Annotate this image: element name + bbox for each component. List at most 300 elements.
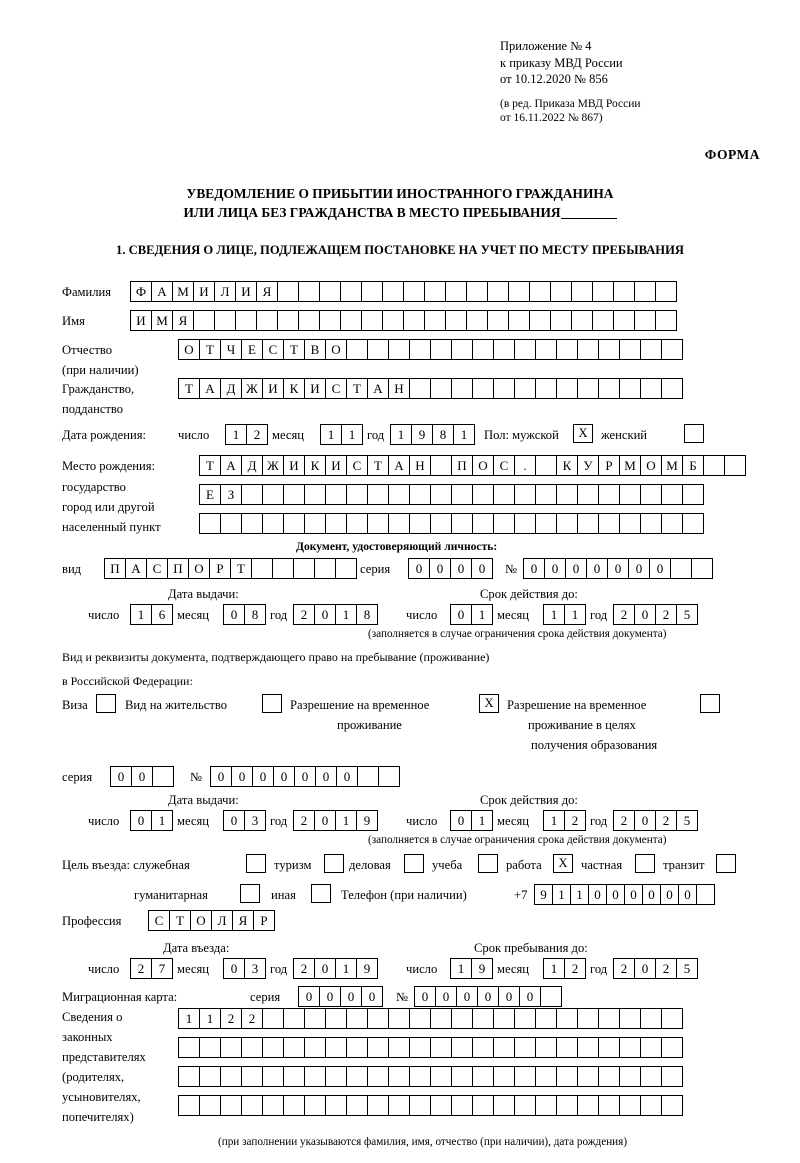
char-cell[interactable]	[314, 558, 336, 579]
char-cell[interactable]	[388, 1066, 410, 1087]
char-cell[interactable]: 1	[543, 604, 565, 625]
char-cell[interactable]	[193, 310, 215, 331]
char-cell[interactable]: И	[325, 455, 347, 476]
char-cell[interactable]	[661, 1066, 683, 1087]
char-cell[interactable]	[661, 513, 683, 534]
char-cell[interactable]: 9	[534, 884, 553, 905]
input-permit-valid-year[interactable]	[613, 810, 697, 831]
char-cell[interactable]: 0	[223, 810, 245, 831]
input-stay-year[interactable]	[613, 958, 697, 979]
char-cell[interactable]	[346, 1008, 368, 1029]
char-cell[interactable]: О	[640, 455, 662, 476]
char-cell[interactable]	[696, 884, 715, 905]
char-cell[interactable]	[262, 513, 284, 534]
char-cell[interactable]	[451, 484, 473, 505]
char-cell[interactable]: Ж	[262, 455, 284, 476]
char-cell[interactable]	[262, 1037, 284, 1058]
char-cell[interactable]	[388, 513, 410, 534]
char-cell[interactable]	[199, 1066, 221, 1087]
char-cell[interactable]	[451, 378, 473, 399]
char-cell[interactable]	[640, 1095, 662, 1116]
char-cell[interactable]	[445, 310, 467, 331]
input-permit-number[interactable]	[210, 766, 399, 787]
char-cell[interactable]: П	[104, 558, 126, 579]
char-cell[interactable]	[409, 339, 431, 360]
char-cell[interactable]	[178, 1095, 200, 1116]
input-entry-month[interactable]	[223, 958, 265, 979]
char-cell[interactable]: 1	[130, 604, 152, 625]
char-cell[interactable]: К	[283, 378, 305, 399]
checkbox-purpose-study[interactable]	[478, 854, 498, 873]
char-cell[interactable]	[256, 310, 278, 331]
char-cell[interactable]: Н	[388, 378, 410, 399]
char-cell[interactable]: 2	[564, 958, 586, 979]
char-cell[interactable]: 1	[471, 604, 493, 625]
char-cell[interactable]	[619, 1037, 641, 1058]
char-cell[interactable]: Т	[199, 339, 221, 360]
char-cell[interactable]	[556, 1066, 578, 1087]
char-cell[interactable]	[304, 1008, 326, 1029]
char-cell[interactable]	[325, 1008, 347, 1029]
char-cell[interactable]: 0	[586, 558, 608, 579]
char-cell[interactable]: 0	[336, 766, 358, 787]
char-cell[interactable]: 2	[130, 958, 152, 979]
char-cell[interactable]	[508, 310, 530, 331]
char-cell[interactable]	[152, 766, 174, 787]
char-cell[interactable]: 0	[606, 884, 625, 905]
char-cell[interactable]	[571, 310, 593, 331]
char-cell[interactable]	[556, 1008, 578, 1029]
char-cell[interactable]: 0	[223, 958, 245, 979]
char-cell[interactable]	[540, 986, 562, 1007]
char-cell[interactable]: З	[220, 484, 242, 505]
char-cell[interactable]	[592, 281, 614, 302]
char-cell[interactable]: 0	[223, 604, 245, 625]
char-cell[interactable]	[514, 339, 536, 360]
char-cell[interactable]: 0	[340, 986, 362, 1007]
char-cell[interactable]	[577, 339, 599, 360]
char-cell[interactable]	[619, 513, 641, 534]
char-cell[interactable]: 2	[564, 810, 586, 831]
char-cell[interactable]	[220, 1095, 242, 1116]
char-cell[interactable]: 1	[543, 810, 565, 831]
char-cell[interactable]	[535, 339, 557, 360]
char-cell[interactable]: 0	[314, 604, 336, 625]
char-cell[interactable]	[619, 378, 641, 399]
char-cell[interactable]	[592, 310, 614, 331]
char-cell[interactable]	[640, 484, 662, 505]
char-cell[interactable]	[430, 1008, 452, 1029]
char-cell[interactable]: 6	[151, 604, 173, 625]
char-cell[interactable]: 1	[453, 424, 475, 445]
input-legal-rep-row-4[interactable]	[178, 1095, 682, 1116]
input-doc-number[interactable]	[523, 558, 712, 579]
char-cell[interactable]	[340, 281, 362, 302]
char-cell[interactable]	[325, 484, 347, 505]
char-cell[interactable]: П	[451, 455, 473, 476]
char-cell[interactable]	[367, 484, 389, 505]
char-cell[interactable]	[472, 378, 494, 399]
char-cell[interactable]: Р	[598, 455, 620, 476]
char-cell[interactable]: 9	[356, 810, 378, 831]
char-cell[interactable]	[298, 281, 320, 302]
char-cell[interactable]: Т	[169, 910, 191, 931]
char-cell[interactable]	[493, 1095, 515, 1116]
char-cell[interactable]: И	[304, 378, 326, 399]
char-cell[interactable]	[598, 378, 620, 399]
char-cell[interactable]	[514, 484, 536, 505]
char-cell[interactable]: И	[262, 378, 284, 399]
char-cell[interactable]: 1	[570, 884, 589, 905]
char-cell[interactable]	[325, 1095, 347, 1116]
char-cell[interactable]	[640, 1008, 662, 1029]
char-cell[interactable]	[325, 1037, 347, 1058]
char-cell[interactable]: 0	[471, 558, 493, 579]
char-cell[interactable]: 1	[335, 810, 357, 831]
char-cell[interactable]	[619, 1095, 641, 1116]
char-cell[interactable]	[472, 1037, 494, 1058]
char-cell[interactable]	[378, 766, 400, 787]
char-cell[interactable]	[556, 339, 578, 360]
char-cell[interactable]	[640, 1037, 662, 1058]
input-issue-year[interactable]	[293, 604, 377, 625]
input-permit-issue-day[interactable]	[130, 810, 172, 831]
char-cell[interactable]	[703, 455, 725, 476]
char-cell[interactable]: 2	[613, 958, 635, 979]
input-stay-day[interactable]	[450, 958, 492, 979]
char-cell[interactable]	[670, 558, 692, 579]
char-cell[interactable]	[283, 484, 305, 505]
char-cell[interactable]	[472, 513, 494, 534]
char-cell[interactable]	[199, 1095, 221, 1116]
char-cell[interactable]	[430, 1066, 452, 1087]
char-cell[interactable]: 0	[130, 810, 152, 831]
char-cell[interactable]: 9	[356, 958, 378, 979]
input-birthplace-row-2[interactable]	[199, 484, 703, 505]
char-cell[interactable]	[472, 484, 494, 505]
char-cell[interactable]	[556, 513, 578, 534]
input-permit-issue-month[interactable]	[223, 810, 265, 831]
char-cell[interactable]	[535, 513, 557, 534]
char-cell[interactable]	[493, 1008, 515, 1029]
char-cell[interactable]	[598, 1037, 620, 1058]
char-cell[interactable]: С	[148, 910, 170, 931]
char-cell[interactable]: 7	[151, 958, 173, 979]
char-cell[interactable]	[283, 1095, 305, 1116]
input-permit-valid-day[interactable]	[450, 810, 492, 831]
checkbox-purpose-humanitarian[interactable]	[240, 884, 260, 903]
char-cell[interactable]: К	[556, 455, 578, 476]
char-cell[interactable]	[451, 339, 473, 360]
char-cell[interactable]	[304, 484, 326, 505]
char-cell[interactable]: Е	[241, 339, 263, 360]
char-cell[interactable]: Д	[220, 378, 242, 399]
char-cell[interactable]: 0	[523, 558, 545, 579]
char-cell[interactable]: А	[199, 378, 221, 399]
char-cell[interactable]: М	[661, 455, 683, 476]
char-cell[interactable]: К	[304, 455, 326, 476]
char-cell[interactable]	[262, 1095, 284, 1116]
char-cell[interactable]	[514, 1008, 536, 1029]
checkbox-temp-residence[interactable]: X	[479, 694, 499, 713]
input-legal-rep-row-3[interactable]	[178, 1066, 682, 1087]
char-cell[interactable]: 1	[199, 1008, 221, 1029]
input-birth-year[interactable]	[390, 424, 474, 445]
input-citizenship[interactable]	[178, 378, 682, 399]
char-cell[interactable]	[577, 513, 599, 534]
input-doc-kind[interactable]	[104, 558, 356, 579]
char-cell[interactable]: 0	[624, 884, 643, 905]
char-cell[interactable]	[472, 1066, 494, 1087]
char-cell[interactable]	[640, 1066, 662, 1087]
char-cell[interactable]: И	[283, 455, 305, 476]
char-cell[interactable]	[535, 1008, 557, 1029]
char-cell[interactable]	[277, 281, 299, 302]
char-cell[interactable]	[493, 513, 515, 534]
char-cell[interactable]: Т	[178, 378, 200, 399]
char-cell[interactable]	[451, 1066, 473, 1087]
char-cell[interactable]	[346, 1066, 368, 1087]
char-cell[interactable]: О	[188, 558, 210, 579]
input-permit-issue-year[interactable]	[293, 810, 377, 831]
char-cell[interactable]: 0	[273, 766, 295, 787]
char-cell[interactable]: 0	[456, 986, 478, 1007]
input-name[interactable]	[130, 310, 676, 331]
char-cell[interactable]	[277, 310, 299, 331]
char-cell[interactable]	[357, 766, 379, 787]
char-cell[interactable]: 2	[293, 810, 315, 831]
input-valid-month[interactable]	[543, 604, 585, 625]
char-cell[interactable]	[451, 1095, 473, 1116]
char-cell[interactable]	[634, 281, 656, 302]
char-cell[interactable]: 9	[471, 958, 493, 979]
char-cell[interactable]	[325, 513, 347, 534]
char-cell[interactable]	[367, 1037, 389, 1058]
checkbox-sex-female[interactable]	[684, 424, 704, 443]
input-birthplace-row-1[interactable]	[199, 455, 745, 476]
char-cell[interactable]	[325, 1066, 347, 1087]
checkbox-purpose-work[interactable]: X	[553, 854, 573, 873]
char-cell[interactable]	[235, 310, 257, 331]
char-cell[interactable]	[335, 558, 357, 579]
input-mcard-series[interactable]	[298, 986, 382, 1007]
char-cell[interactable]	[535, 378, 557, 399]
input-entry-day[interactable]	[130, 958, 172, 979]
char-cell[interactable]: 1	[390, 424, 412, 445]
char-cell[interactable]	[556, 484, 578, 505]
char-cell[interactable]	[367, 1008, 389, 1029]
char-cell[interactable]: 1	[564, 604, 586, 625]
char-cell[interactable]	[220, 1066, 242, 1087]
char-cell[interactable]	[619, 339, 641, 360]
char-cell[interactable]	[403, 310, 425, 331]
char-cell[interactable]: 0	[252, 766, 274, 787]
input-patronymic[interactable]	[178, 339, 682, 360]
char-cell[interactable]: 0	[110, 766, 132, 787]
char-cell[interactable]	[251, 558, 273, 579]
char-cell[interactable]: Ж	[241, 378, 263, 399]
char-cell[interactable]	[487, 310, 509, 331]
char-cell[interactable]: 0	[429, 558, 451, 579]
char-cell[interactable]: 0	[678, 884, 697, 905]
char-cell[interactable]	[661, 484, 683, 505]
input-valid-day[interactable]	[450, 604, 492, 625]
char-cell[interactable]	[598, 484, 620, 505]
char-cell[interactable]	[241, 1037, 263, 1058]
char-cell[interactable]: 0	[210, 766, 232, 787]
char-cell[interactable]	[661, 1008, 683, 1029]
char-cell[interactable]	[571, 281, 593, 302]
char-cell[interactable]: 2	[655, 604, 677, 625]
char-cell[interactable]	[577, 484, 599, 505]
input-surname[interactable]	[130, 281, 676, 302]
char-cell[interactable]: 0	[498, 986, 520, 1007]
char-cell[interactable]: 5	[676, 604, 698, 625]
char-cell[interactable]: 0	[361, 986, 383, 1007]
char-cell[interactable]	[550, 281, 572, 302]
char-cell[interactable]: 0	[642, 884, 661, 905]
input-legal-rep-row-1[interactable]	[178, 1008, 682, 1029]
char-cell[interactable]	[262, 1066, 284, 1087]
char-cell[interactable]: 5	[676, 810, 698, 831]
char-cell[interactable]: Т	[283, 339, 305, 360]
checkbox-residence-permit[interactable]	[262, 694, 282, 713]
char-cell[interactable]	[430, 484, 452, 505]
char-cell[interactable]: И	[130, 310, 152, 331]
char-cell[interactable]	[382, 281, 404, 302]
char-cell[interactable]	[430, 1095, 452, 1116]
input-permit-series[interactable]	[110, 766, 173, 787]
char-cell[interactable]	[430, 513, 452, 534]
char-cell[interactable]: Е	[199, 484, 221, 505]
char-cell[interactable]: 0	[298, 986, 320, 1007]
char-cell[interactable]	[613, 310, 635, 331]
char-cell[interactable]: Т	[230, 558, 252, 579]
char-cell[interactable]: О	[472, 455, 494, 476]
char-cell[interactable]	[514, 1066, 536, 1087]
char-cell[interactable]	[367, 1066, 389, 1087]
char-cell[interactable]: 0	[477, 986, 499, 1007]
char-cell[interactable]: .	[514, 455, 536, 476]
char-cell[interactable]: 0	[314, 958, 336, 979]
char-cell[interactable]: 0	[450, 558, 472, 579]
char-cell[interactable]: И	[235, 281, 257, 302]
char-cell[interactable]	[241, 484, 263, 505]
char-cell[interactable]	[283, 1066, 305, 1087]
input-profession[interactable]	[148, 910, 274, 931]
char-cell[interactable]	[661, 1037, 683, 1058]
char-cell[interactable]	[577, 378, 599, 399]
char-cell[interactable]: 3	[244, 810, 266, 831]
char-cell[interactable]	[241, 513, 263, 534]
char-cell[interactable]: П	[167, 558, 189, 579]
char-cell[interactable]	[409, 513, 431, 534]
char-cell[interactable]: 0	[315, 766, 337, 787]
char-cell[interactable]	[691, 558, 713, 579]
char-cell[interactable]: 0	[544, 558, 566, 579]
char-cell[interactable]	[493, 378, 515, 399]
char-cell[interactable]: 0	[408, 558, 430, 579]
char-cell[interactable]	[178, 1066, 200, 1087]
char-cell[interactable]	[430, 455, 452, 476]
input-issue-month[interactable]	[223, 604, 265, 625]
char-cell[interactable]: 0	[628, 558, 650, 579]
input-stay-month[interactable]	[543, 958, 585, 979]
char-cell[interactable]	[655, 281, 677, 302]
char-cell[interactable]	[619, 1066, 641, 1087]
char-cell[interactable]: У	[577, 455, 599, 476]
char-cell[interactable]: О	[178, 339, 200, 360]
input-entry-year[interactable]	[293, 958, 377, 979]
input-birth-day[interactable]	[225, 424, 267, 445]
char-cell[interactable]	[535, 1095, 557, 1116]
char-cell[interactable]	[529, 310, 551, 331]
char-cell[interactable]: О	[325, 339, 347, 360]
char-cell[interactable]	[388, 1095, 410, 1116]
char-cell[interactable]: Л	[214, 281, 236, 302]
char-cell[interactable]	[319, 310, 341, 331]
char-cell[interactable]: А	[220, 455, 242, 476]
char-cell[interactable]: А	[125, 558, 147, 579]
char-cell[interactable]	[682, 484, 704, 505]
char-cell[interactable]	[430, 339, 452, 360]
input-phone[interactable]	[534, 884, 714, 905]
char-cell[interactable]: 2	[293, 958, 315, 979]
char-cell[interactable]: 0	[607, 558, 629, 579]
char-cell[interactable]	[361, 281, 383, 302]
char-cell[interactable]: Ч	[220, 339, 242, 360]
char-cell[interactable]: 0	[231, 766, 253, 787]
char-cell[interactable]	[178, 1037, 200, 1058]
char-cell[interactable]: 9	[411, 424, 433, 445]
char-cell[interactable]: 0	[634, 810, 656, 831]
char-cell[interactable]	[346, 1095, 368, 1116]
char-cell[interactable]: 2	[613, 810, 635, 831]
char-cell[interactable]	[199, 513, 221, 534]
char-cell[interactable]: С	[262, 339, 284, 360]
char-cell[interactable]: 1	[151, 810, 173, 831]
char-cell[interactable]	[304, 1037, 326, 1058]
char-cell[interactable]: С	[346, 455, 368, 476]
char-cell[interactable]: 5	[676, 958, 698, 979]
char-cell[interactable]	[493, 1037, 515, 1058]
char-cell[interactable]: 1	[335, 958, 357, 979]
char-cell[interactable]	[535, 1066, 557, 1087]
char-cell[interactable]: 0	[294, 766, 316, 787]
char-cell[interactable]	[640, 339, 662, 360]
char-cell[interactable]: 0	[588, 884, 607, 905]
char-cell[interactable]: 0	[450, 810, 472, 831]
char-cell[interactable]	[293, 558, 315, 579]
char-cell[interactable]	[472, 1095, 494, 1116]
char-cell[interactable]: Ф	[130, 281, 152, 302]
char-cell[interactable]: 0	[649, 558, 671, 579]
char-cell[interactable]	[272, 558, 294, 579]
char-cell[interactable]	[514, 378, 536, 399]
char-cell[interactable]: Л	[211, 910, 233, 931]
char-cell[interactable]	[367, 1095, 389, 1116]
char-cell[interactable]	[388, 339, 410, 360]
char-cell[interactable]: Д	[241, 455, 263, 476]
char-cell[interactable]	[304, 1095, 326, 1116]
checkbox-purpose-transit[interactable]	[716, 854, 736, 873]
char-cell[interactable]	[409, 1037, 431, 1058]
char-cell[interactable]	[262, 484, 284, 505]
char-cell[interactable]	[514, 513, 536, 534]
char-cell[interactable]: М	[619, 455, 641, 476]
char-cell[interactable]	[514, 1095, 536, 1116]
char-cell[interactable]: 0	[565, 558, 587, 579]
